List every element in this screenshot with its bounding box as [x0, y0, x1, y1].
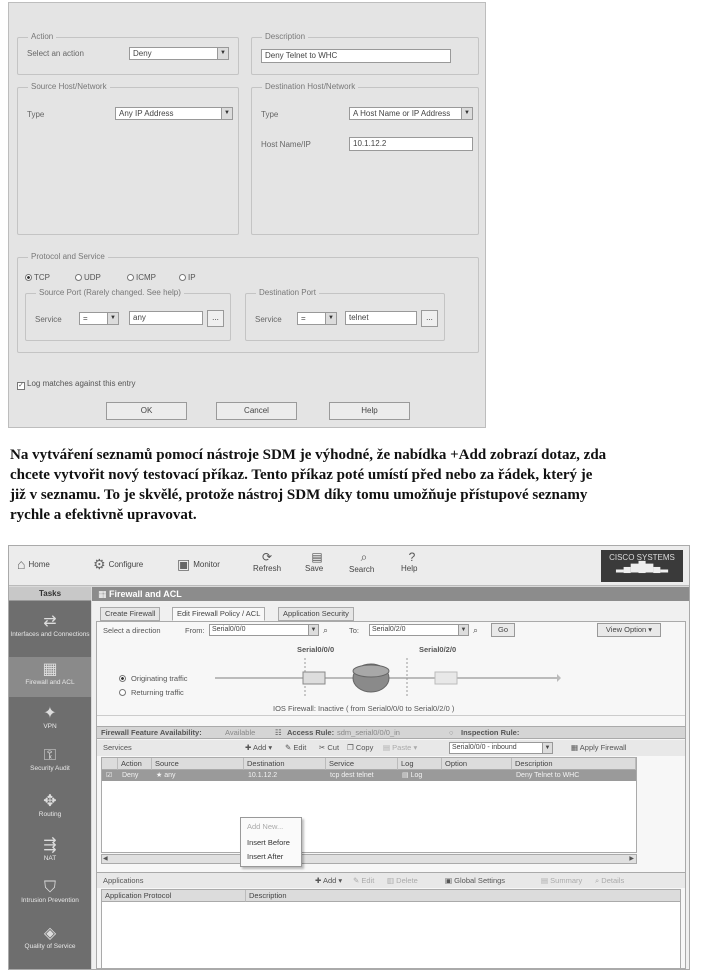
- menu-item-add-new[interactable]: Add New...: [247, 822, 284, 831]
- horizontal-scrollbar[interactable]: [101, 854, 637, 864]
- access-rule-value: sdm_serial0/0/0_in: [337, 728, 400, 737]
- tab-app-security[interactable]: Application Security: [278, 607, 354, 621]
- qos-icon: ◈: [43, 925, 57, 942]
- paragraph-line: již v seznamu. To je skvělé, protože nástroj SDM díky tomu umožňuje přístupové seznamy: [10, 487, 588, 503]
- task-ips[interactable]: ⛉ Intrusion Prevention: [9, 879, 91, 904]
- home-icon: ⌂: [17, 556, 26, 572]
- log-icon: ▤: [402, 772, 411, 779]
- search-icon: ⌕: [360, 550, 368, 564]
- apply-icon: ▦: [571, 743, 580, 752]
- action-legend: Action: [28, 32, 56, 41]
- column-header-source[interactable]: Source: [152, 758, 244, 770]
- dest-operator-select[interactable]: = ▼: [297, 312, 337, 325]
- firewall-title-icon: ▦: [98, 589, 110, 599]
- cell-destination: 10.1.12.2: [248, 772, 278, 779]
- originating-traffic-radio[interactable]: Originating traffic: [119, 674, 188, 683]
- interface-direction-select[interactable]: Serial0/0/0 - inbound ▼: [449, 742, 553, 754]
- services-table: [101, 757, 637, 853]
- app-edit-button[interactable]: ✎ Edit: [353, 876, 375, 885]
- column-header-service[interactable]: Service: [326, 758, 398, 770]
- dest-service-browse-button[interactable]: ...: [421, 310, 438, 327]
- log-matches-checkbox[interactable]: ✓ Log matches against this entry: [18, 379, 136, 389]
- source-service-label: Service: [35, 315, 62, 324]
- paragraph-line: rychle a efektivně upravovat.: [10, 507, 197, 523]
- radio-icmp[interactable]: ICMP: [127, 273, 156, 282]
- details-icon: ⌕: [595, 876, 602, 885]
- add-icon: ✚: [245, 743, 253, 752]
- add-dropdown-menu: [240, 817, 302, 867]
- vpn-icon: ✦: [43, 705, 57, 722]
- apply-firewall-button[interactable]: ▦ Apply Firewall: [571, 743, 627, 752]
- source-service-browse-button[interactable]: ...: [207, 310, 224, 327]
- source-port-legend: Source Port (Rarely changed. See help): [36, 288, 184, 297]
- monitor-icon: ▣: [177, 556, 191, 572]
- applications-label: Applications: [103, 876, 144, 885]
- cut-icon: ✂: [319, 743, 328, 752]
- left-interface-label: Serial0/0/0: [297, 645, 335, 654]
- chevron-down-icon: ▼: [461, 108, 472, 119]
- chevron-down-icon: ▼: [221, 108, 232, 119]
- column-header-option[interactable]: Option: [442, 758, 512, 770]
- cell-description: Deny Telnet to WHC: [516, 772, 580, 779]
- source-legend: Source Host/Network: [28, 82, 110, 91]
- firewall-icon: ▦: [42, 661, 58, 678]
- task-routing[interactable]: ✥ Routing: [9, 791, 91, 818]
- menu-item-insert-after[interactable]: Insert After: [247, 852, 284, 861]
- applications-table: [101, 889, 681, 969]
- global-settings-button[interactable]: ▣ Global Settings: [445, 876, 506, 885]
- services-toolbar: [97, 740, 685, 756]
- action-select[interactable]: Deny ▼: [129, 47, 229, 60]
- cell-action: Deny: [122, 772, 139, 779]
- add-button[interactable]: ✚ Add ▾: [245, 743, 273, 752]
- column-header-select: [102, 758, 118, 770]
- destination-legend: Destination Host/Network: [262, 82, 358, 91]
- column-header-log[interactable]: Log: [398, 758, 442, 770]
- sdm-window: [8, 545, 690, 970]
- main-panel: [92, 587, 689, 970]
- tasks-sidebar: [9, 587, 91, 970]
- cisco-logo: CISCO SYSTEMS ▂▄▆█▆▄▂: [601, 550, 683, 582]
- scroll-right-icon[interactable]: ▶: [629, 856, 634, 862]
- chevron-down-icon: ▼: [217, 48, 228, 59]
- access-rule-icon: ☷: [275, 728, 282, 737]
- dest-service-label: Service: [255, 315, 282, 324]
- to-label: To:: [349, 626, 360, 635]
- to-interface-select[interactable]: Serial0/2/0 ▼: [369, 624, 469, 636]
- paragraph-line: chcete vytvořit nový testovací příkaz. Tento příkaz poté umístí před nebo za řádek, který je: [10, 467, 593, 483]
- select-action-label: Select an action: [27, 49, 84, 58]
- column-header-action[interactable]: Action: [118, 758, 152, 770]
- radio-icon: [75, 274, 82, 281]
- column-header-destination[interactable]: Destination: [244, 758, 326, 770]
- inspection-rule-label: Inspection Rule:: [461, 728, 520, 737]
- edit-policy-pane: [96, 621, 686, 969]
- task-firewall[interactable]: ▦ Firewall and ACL: [9, 657, 91, 697]
- chevron-down-icon: ▼: [458, 625, 468, 635]
- settings-icon: ▣: [445, 876, 455, 885]
- table-row[interactable]: [102, 770, 636, 781]
- edit-icon: ✎: [353, 876, 362, 885]
- tab-edit-policy[interactable]: Edit Firewall Policy / ACL: [172, 607, 265, 621]
- destination-type-select[interactable]: A Host Name or IP Address ▼: [349, 107, 473, 120]
- audit-icon: ⚿: [43, 747, 57, 764]
- radio-icon: [127, 274, 134, 281]
- search-button[interactable]: ⌕ Search: [349, 550, 379, 582]
- task-interfaces[interactable]: ⇄ Interfaces and Connections: [10, 613, 90, 638]
- radio-icon: [179, 274, 186, 281]
- checkmark-icon: ✓: [18, 382, 24, 389]
- to-details-icon[interactable]: ⌕: [473, 625, 479, 635]
- task-nat[interactable]: ⇶ NAT: [9, 835, 91, 862]
- task-security-audit[interactable]: ⚿ Security Audit: [9, 747, 91, 772]
- services-label: Services: [103, 743, 132, 752]
- host-ip-input[interactable]: 10.1.12.2: [349, 137, 473, 151]
- save-button[interactable]: ▤ Save: [305, 550, 329, 582]
- page-title: ▦ Firewall and ACL: [92, 587, 689, 601]
- cancel-button[interactable]: Cancel: [216, 402, 297, 420]
- feature-availability-value: Available: [225, 728, 256, 737]
- host-name-label: Host Name/IP: [261, 140, 311, 149]
- paragraph-line: Na vytváření seznamů pomocí nástroje SDM je výhodné, že nabídka +Add zobrazí dotaz, zda: [10, 447, 607, 463]
- inspection-icon: ◌: [449, 728, 454, 737]
- delete-icon: ▥: [387, 876, 397, 885]
- row-checkbox-icon[interactable]: ☑: [106, 772, 113, 779]
- task-vpn[interactable]: ✦ VPN: [9, 703, 91, 730]
- protocol-legend: Protocol and Service: [28, 252, 108, 261]
- description-legend: Description: [262, 32, 308, 41]
- column-header-app-description[interactable]: Description: [246, 890, 680, 902]
- feature-availability-label: Firewall Feature Availability:: [101, 728, 202, 737]
- dest-service-input[interactable]: telnet: [345, 311, 417, 325]
- cell-source: ★ any: [156, 772, 176, 779]
- direction-label: Select a direction: [103, 626, 161, 635]
- paste-button[interactable]: ▤ Paste ▾: [383, 743, 418, 752]
- go-button[interactable]: Go: [491, 623, 515, 637]
- help-button[interactable]: Help: [329, 402, 410, 420]
- app-delete-button[interactable]: ▥ Delete: [387, 876, 418, 885]
- radio-tcp[interactable]: TCP: [25, 273, 50, 282]
- add-icon: ✚: [315, 876, 323, 885]
- copy-icon: ❐: [347, 743, 356, 752]
- destination-type-label: Type: [261, 110, 279, 119]
- scroll-left-icon[interactable]: ◀: [103, 856, 108, 862]
- tab-create-firewall[interactable]: Create Firewall: [100, 607, 160, 621]
- firewall-status-text: IOS Firewall: Inactive ( from Serial0/0/0 to Serial0/2/0 ): [273, 704, 455, 713]
- cell-service: tcp dest telnet: [330, 772, 374, 779]
- chevron-down-icon: ▼: [107, 313, 118, 324]
- right-interface-label: Serial0/2/0: [419, 645, 457, 654]
- description-input[interactable]: Deny Telnet to WHC: [261, 49, 451, 63]
- summary-icon: ▤: [541, 876, 551, 885]
- main-toolbar: [9, 546, 689, 586]
- source-service-input[interactable]: any: [129, 311, 203, 325]
- radio-selected-icon: [25, 274, 32, 281]
- edit-icon: ✎: [285, 743, 294, 752]
- paste-icon: ▤: [383, 743, 393, 752]
- chevron-down-icon: ▼: [325, 313, 336, 324]
- gears-icon: ⚙: [93, 556, 106, 572]
- ok-button[interactable]: OK: [106, 402, 187, 420]
- dest-port-legend: Destination Port: [256, 288, 319, 297]
- refresh-icon: ⟳: [261, 550, 273, 564]
- menu-item-insert-before[interactable]: Insert Before: [247, 838, 290, 847]
- feature-availability-bar: [97, 726, 685, 739]
- app-add-button[interactable]: ✚ Add ▾: [315, 876, 343, 885]
- edit-button[interactable]: ✎ Edit: [285, 743, 307, 752]
- help-toolbar-button[interactable]: ? Help: [401, 550, 423, 582]
- tasks-header: Tasks: [9, 587, 91, 601]
- routing-icon: ✥: [43, 793, 57, 810]
- source-operator-select[interactable]: = ▼: [79, 312, 119, 325]
- returning-traffic-radio[interactable]: Returning traffic: [119, 688, 184, 697]
- monitor-button[interactable]: ▣ Monitor: [177, 556, 220, 572]
- view-option-button[interactable]: View Option ▾: [597, 623, 661, 637]
- column-header-description[interactable]: Description: [512, 758, 636, 770]
- radio-icon: [119, 689, 126, 696]
- explanatory-paragraph: [10, 445, 696, 525]
- home-button[interactable]: ⌂ Home: [17, 556, 50, 572]
- cut-button[interactable]: ✂ Cut: [319, 743, 340, 752]
- any-icon: ★: [156, 772, 165, 779]
- refresh-button[interactable]: ⟳ Refresh: [253, 550, 282, 573]
- applications-toolbar: [97, 872, 685, 888]
- radio-udp[interactable]: UDP: [75, 273, 101, 282]
- traffic-diagram: [97, 640, 685, 716]
- shield-icon: ⛉: [43, 879, 56, 896]
- interfaces-icon: ⇄: [43, 613, 57, 630]
- save-icon: ▤: [311, 550, 323, 564]
- copy-button[interactable]: ❐ Copy: [347, 743, 374, 752]
- nat-icon: ⇶: [43, 837, 57, 854]
- column-header-application-protocol[interactable]: Application Protocol: [102, 890, 246, 902]
- from-details-icon[interactable]: ⌕: [323, 625, 329, 635]
- source-type-select[interactable]: Any IP Address ▼: [115, 107, 233, 120]
- access-rule-label: Access Rule:: [287, 728, 335, 737]
- radio-selected-icon: [119, 675, 126, 682]
- chevron-down-icon: ▼: [308, 625, 318, 635]
- from-interface-select[interactable]: Serial0/0/0 ▼: [209, 624, 319, 636]
- configure-button[interactable]: ⚙ Configure: [93, 556, 144, 572]
- details-button[interactable]: ⌕ Details: [595, 876, 625, 885]
- chevron-down-icon: ▼: [542, 743, 552, 753]
- acl-entry-dialog: [8, 2, 486, 428]
- help-icon: ?: [408, 550, 416, 564]
- summary-button[interactable]: ▤ Summary: [541, 876, 583, 885]
- cell-log: ▤ Log: [402, 772, 423, 779]
- task-qos[interactable]: ◈ Quality of Service: [9, 923, 91, 950]
- from-label: From:: [185, 626, 205, 635]
- radio-ip[interactable]: IP: [179, 273, 196, 282]
- source-type-label: Type: [27, 110, 45, 119]
- traffic-flow-graphic: [211, 654, 561, 702]
